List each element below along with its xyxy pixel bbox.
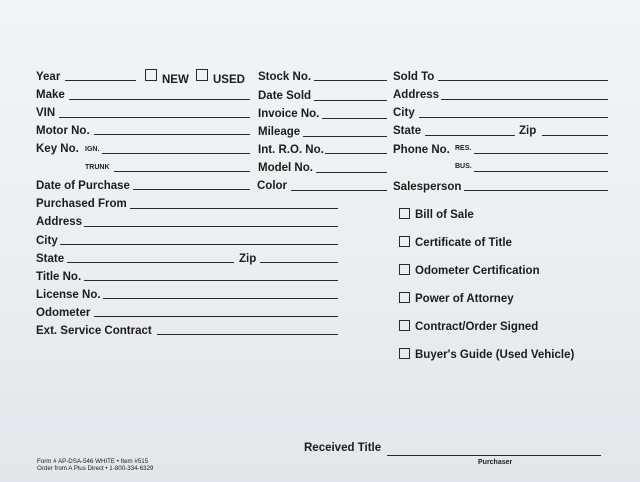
invoice-no-label: Invoice No. [258,108,320,120]
key-no-label: Key No. [36,143,79,155]
make-label: Make [36,89,65,101]
stock-no-label: Stock No. [258,71,312,83]
year-label: Year [36,71,61,83]
seller-state-label: State [36,253,65,265]
invoice-no-field[interactable] [322,118,387,119]
seller-city-label: City [36,235,58,247]
motor-no-field[interactable] [94,134,250,135]
received-title-signature-field[interactable] [387,455,601,456]
odometer-certification-checkbox[interactable] [399,264,410,275]
year-field[interactable] [65,80,136,81]
form-number: Form # AP-DSA-546 WHITE • Item #515 [37,458,149,465]
odometer-certification-label: Odometer Certification [415,265,540,277]
power-of-attorney-checkbox[interactable] [399,292,410,303]
bill-of-sale-checkbox[interactable] [399,208,410,219]
ign-label: IGN. [85,146,100,153]
salesperson-label: Salesperson [393,181,462,193]
purchaser-label: Purchaser [478,459,513,466]
purchased-from-label: Purchased From [36,198,127,210]
sold-to-label: Sold To [393,71,435,83]
color-label: Color [257,180,288,192]
buyer-zip-field[interactable] [542,135,608,136]
bill-of-sale-label: Bill of Sale [415,209,474,221]
ext-service-contract-field[interactable] [157,334,338,335]
int-ro-no-label: Int. R.O. No. [258,144,324,156]
mileage-field[interactable] [303,136,387,137]
phone-bus-field[interactable] [474,171,608,172]
title-no-field[interactable] [84,280,338,281]
certificate-of-title-checkbox[interactable] [399,236,410,247]
odometer-field[interactable] [94,316,338,317]
phone-no-label: Phone No. [393,144,450,156]
buyers-guide-label: Buyer's Guide (Used Vehicle) [415,349,575,361]
vin-field[interactable] [59,117,250,118]
make-field[interactable] [69,99,250,100]
new-label: NEW [162,74,189,86]
buyer-state-field[interactable] [425,135,515,136]
buyer-city-field[interactable] [419,117,608,118]
date-of-purchase-label: Date of Purchase [36,180,130,192]
model-no-label: Model No. [258,162,313,174]
new-checkbox[interactable] [145,69,157,81]
used-checkbox[interactable] [196,69,208,81]
purchased-from-field[interactable] [130,208,338,209]
buyer-state-label: State [393,125,422,137]
order-info: Order from A Plus Direct • 1-800-334-6329 [37,465,154,472]
motor-no-label: Motor No. [36,125,90,137]
ext-service-contract-label: Ext. Service Contract [36,325,152,337]
contract-order-signed-checkbox[interactable] [399,320,410,331]
license-no-field[interactable] [103,298,338,299]
seller-address-field[interactable] [84,226,338,227]
model-no-field[interactable] [316,172,387,173]
received-title-label: Received Title [304,442,382,454]
trunk-label: TRUNK [85,164,110,171]
contract-order-signed-label: Contract/Order Signed [415,321,539,333]
buyer-city-label: City [393,107,415,119]
odometer-label: Odometer [36,307,91,319]
trunk-key-field[interactable] [114,171,250,172]
seller-address-label: Address [36,216,83,228]
date-sold-label: Date Sold [258,90,312,102]
used-label: USED [213,74,245,86]
vin-label: VIN [36,107,56,119]
title-no-label: Title No. [36,271,82,283]
ign-key-field[interactable] [102,153,250,154]
buyer-address-label: Address [393,89,440,101]
res-label: RES. [455,145,472,152]
sold-to-field[interactable] [438,80,608,81]
certificate-of-title-label: Certificate of Title [415,237,512,249]
mileage-label: Mileage [258,126,301,138]
buyer-address-field[interactable] [441,99,608,100]
date-of-purchase-field[interactable] [133,189,250,190]
seller-city-field[interactable] [60,244,338,245]
seller-zip-label: Zip [239,253,257,265]
license-no-label: License No. [36,289,101,301]
power-of-attorney-label: Power of Attorney [415,293,514,305]
buyers-guide-checkbox[interactable] [399,348,410,359]
phone-res-field[interactable] [474,153,608,154]
date-sold-field[interactable] [314,100,387,101]
stock-no-field[interactable] [314,80,387,81]
bus-label: BUS. [455,163,472,170]
buyer-zip-label: Zip [519,125,537,137]
seller-state-field[interactable] [67,262,234,263]
int-ro-no-field[interactable] [325,153,387,154]
color-field[interactable] [291,190,387,191]
seller-zip-field[interactable] [260,262,338,263]
salesperson-field[interactable] [464,190,608,191]
